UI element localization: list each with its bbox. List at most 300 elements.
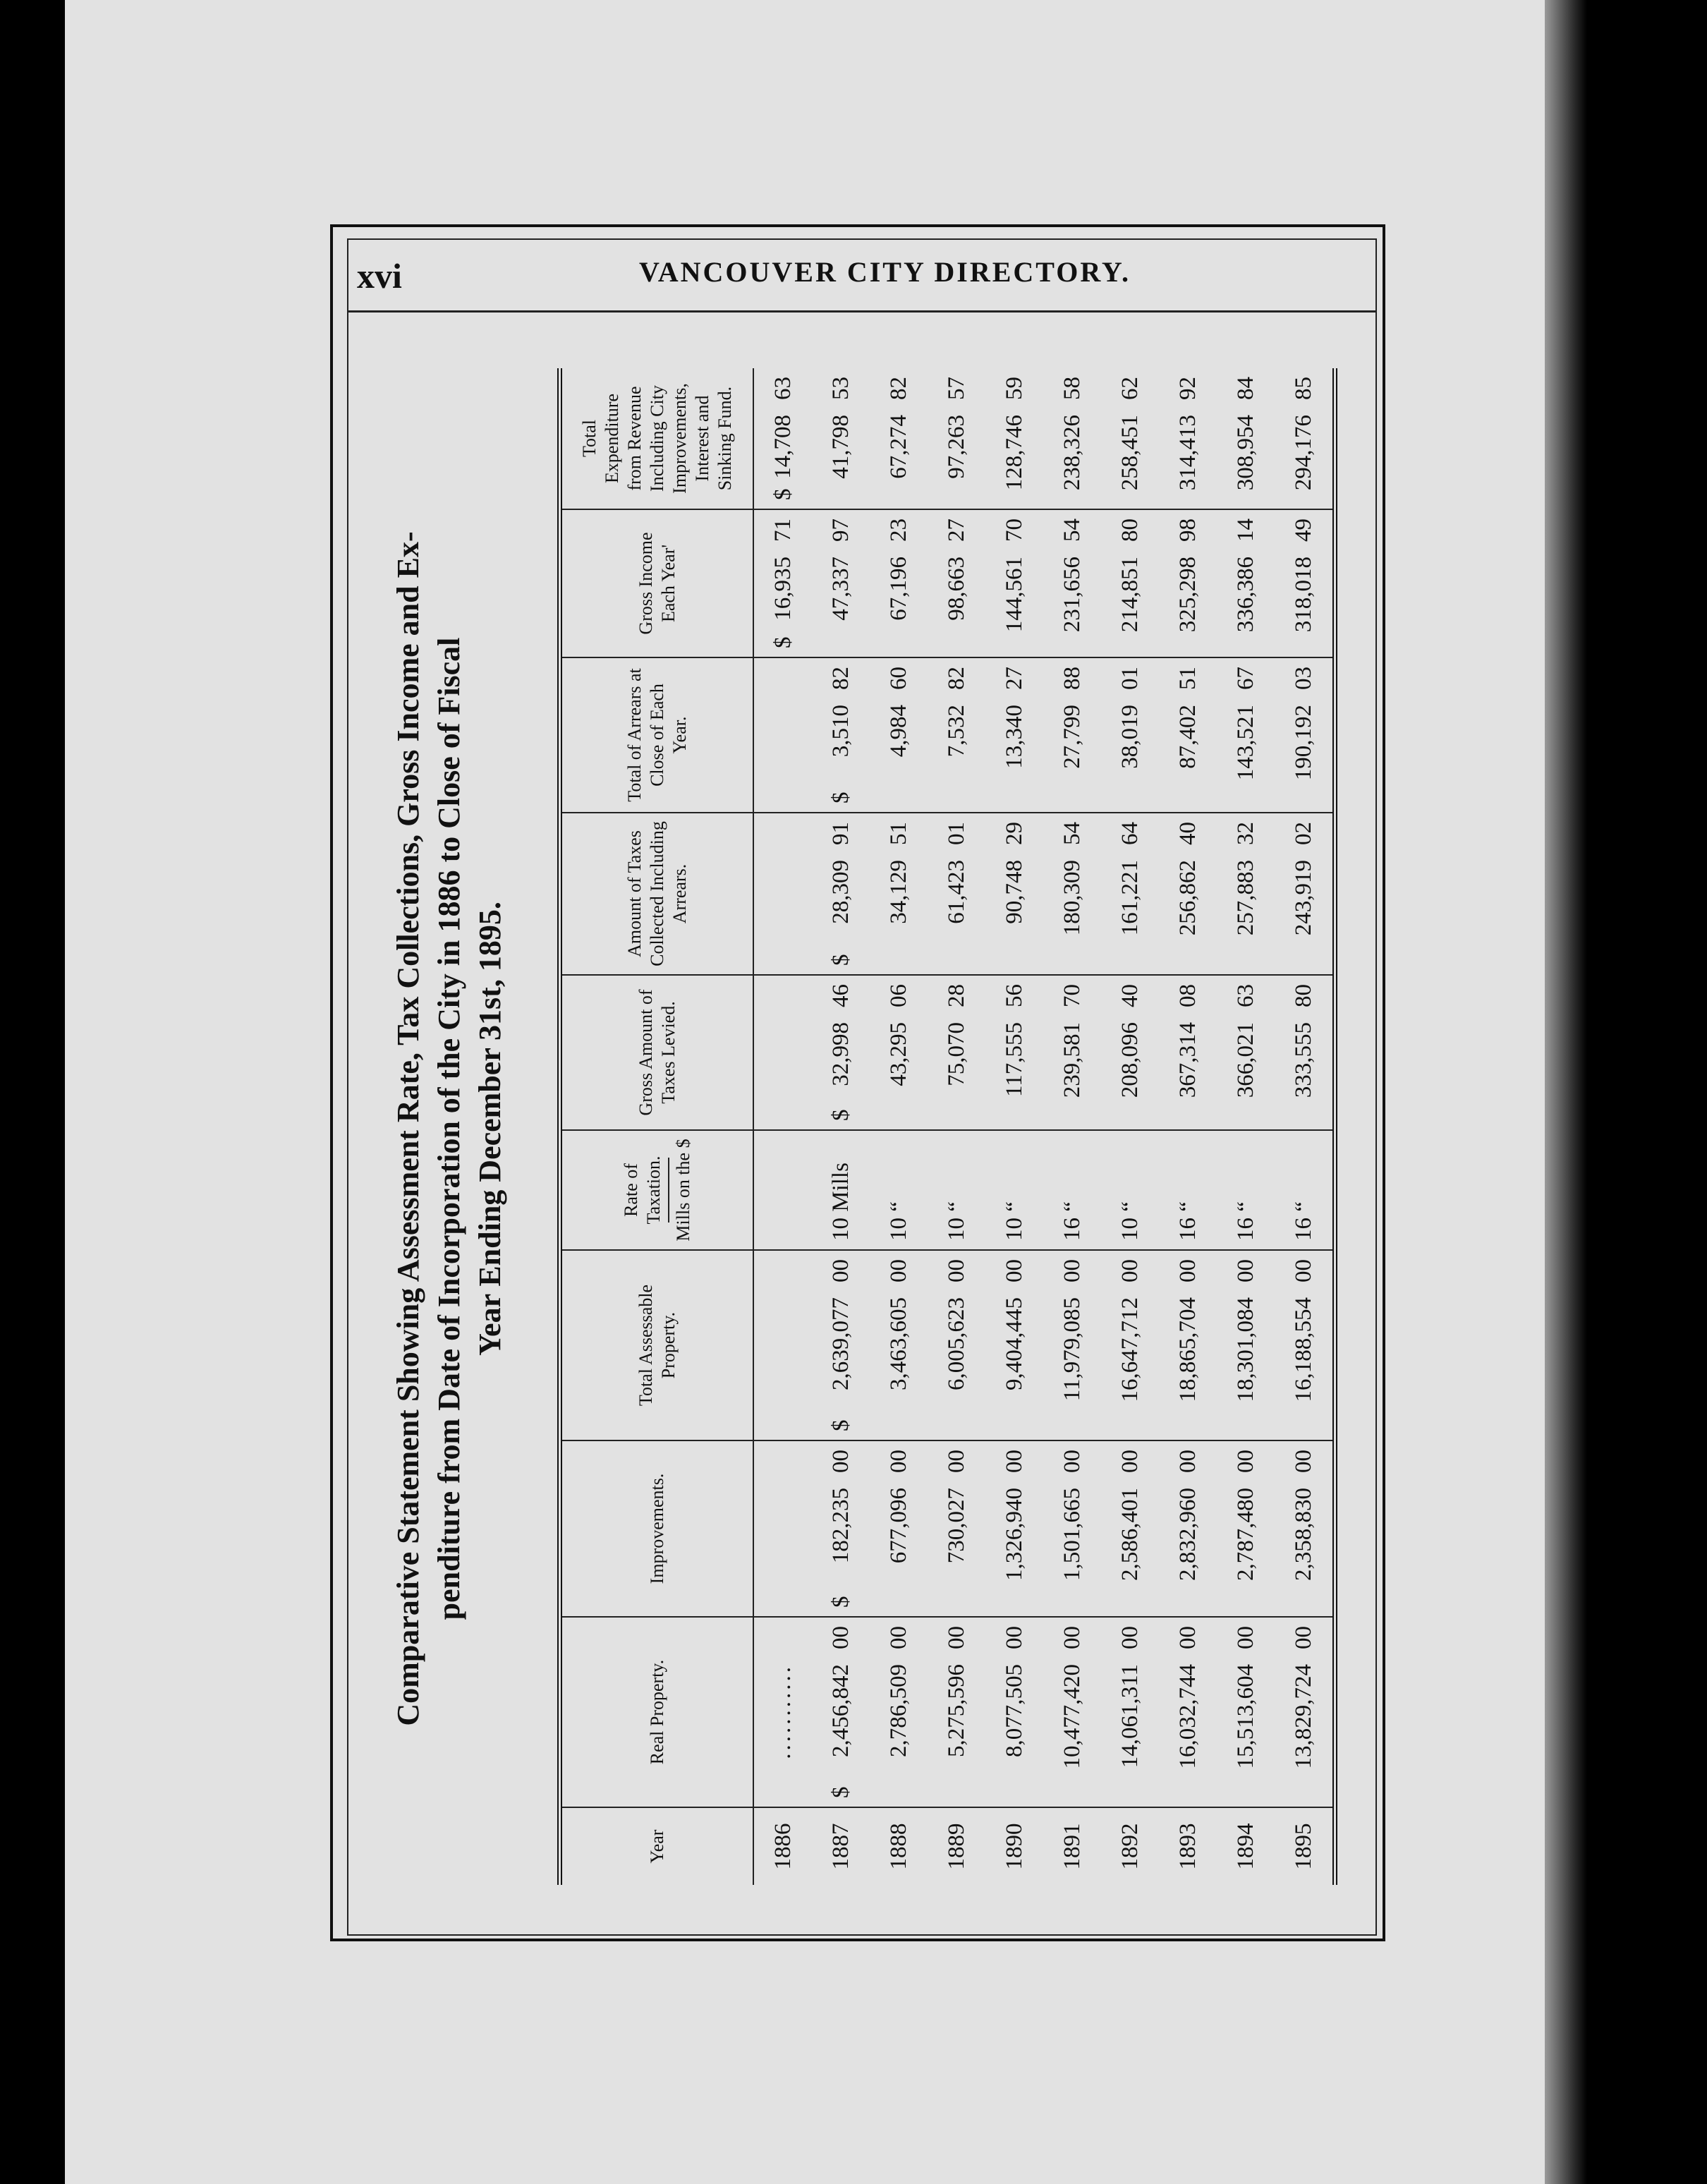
taxes-collected-cell xyxy=(928,813,985,975)
year-cell xyxy=(870,1807,928,1885)
gross-amount-cents: 40 xyxy=(1117,984,1143,1007)
running-title: VANCOUVER CITY DIRECTORY. xyxy=(639,256,1131,288)
improvements-cell xyxy=(1043,1440,1101,1617)
statistics-table xyxy=(562,368,1332,1885)
gross-amount-cell xyxy=(1217,975,1275,1130)
improvements-cell xyxy=(753,1440,812,1617)
year-value: 1893 xyxy=(1174,1823,1201,1870)
rate-value: 16 xyxy=(1232,1218,1258,1241)
gross-income-value: 144,561 xyxy=(1001,557,1027,633)
table-row xyxy=(928,368,985,1885)
year-cell xyxy=(1217,1807,1275,1885)
real-property-dots: ........... xyxy=(770,1664,796,1759)
gross-amount-cell xyxy=(812,975,870,1130)
year-cell xyxy=(928,1807,985,1885)
expenditure-value: 67,274 xyxy=(885,415,911,479)
real-property-cell xyxy=(1101,1617,1159,1807)
total-assessable-cell xyxy=(1101,1250,1159,1440)
real-property-value: 13,829,724 xyxy=(1290,1664,1316,1769)
arrears-value: 4,984 xyxy=(885,705,911,758)
year-value: 1894 xyxy=(1232,1823,1258,1870)
real-property-cents: 00 xyxy=(1290,1626,1316,1649)
taxes-collected-cents: 02 xyxy=(1290,822,1316,845)
gross-amount-value: 333,555 xyxy=(1290,1022,1316,1098)
total-assessable-cell xyxy=(1043,1250,1101,1440)
arrears-cents: 82 xyxy=(827,667,854,690)
improvements-value: 182,235 xyxy=(827,1488,854,1564)
real-property-cents: 00 xyxy=(1174,1626,1201,1649)
gross-amount-cents: 63 xyxy=(1232,984,1258,1007)
taxes-collected-value: 243,919 xyxy=(1290,860,1316,936)
year-cell xyxy=(1043,1807,1101,1885)
gross-income-value: 325,298 xyxy=(1174,557,1201,633)
gross-income-cents: 49 xyxy=(1290,518,1316,542)
total-assessable-cell xyxy=(928,1250,985,1440)
total-assessable-cents: 00 xyxy=(1059,1259,1085,1282)
gross-amount-cell xyxy=(1101,975,1159,1130)
real-property-cents: 00 xyxy=(885,1626,911,1649)
real-property-cents: 00 xyxy=(943,1626,969,1649)
taxes-collected-cell xyxy=(1275,813,1332,975)
taxes-collected-cell xyxy=(753,813,812,975)
real-property-cell xyxy=(753,1617,812,1807)
arrears-cell xyxy=(870,657,928,813)
gross-income-value: 336,386 xyxy=(1232,557,1258,633)
rate-unit: “ xyxy=(943,1201,969,1212)
total-assessable-currency: $ xyxy=(827,1419,854,1431)
gross-income-value: 214,851 xyxy=(1117,557,1143,633)
total-assessable-value: 16,188,554 xyxy=(1290,1297,1316,1402)
gross-amount-cell xyxy=(1275,975,1332,1130)
gross-income-cents: 97 xyxy=(827,518,854,542)
total-assessable-cell xyxy=(870,1250,928,1440)
year-cell xyxy=(1101,1807,1159,1885)
improvements-value: 2,586,401 xyxy=(1117,1488,1143,1581)
arrears-cell xyxy=(1043,657,1101,813)
gross-income-value: 16,935 xyxy=(770,557,796,621)
table-row xyxy=(870,368,928,1885)
year-cell xyxy=(753,1807,812,1885)
statistics-table-wrapper xyxy=(557,368,1337,1885)
table-row xyxy=(1101,368,1159,1885)
taxes-collected-value: 28,309 xyxy=(827,860,854,924)
expenditure-value: 14,708 xyxy=(770,415,796,479)
total-assessable-value: 18,301,084 xyxy=(1232,1297,1258,1402)
rate-unit: “ xyxy=(1174,1201,1201,1212)
real-property-cell xyxy=(812,1617,870,1807)
taxes-collected-cell xyxy=(1043,813,1101,975)
improvements-cell xyxy=(1101,1440,1159,1617)
real-property-currency: $ xyxy=(827,1786,854,1798)
real-property-value: 10,477,420 xyxy=(1059,1664,1085,1769)
taxes-collected-cell xyxy=(1101,813,1159,975)
improvements-cents: 00 xyxy=(1117,1450,1143,1473)
expenditure-value: 238,326 xyxy=(1059,415,1085,491)
arrears-cell xyxy=(753,657,812,813)
year-value: 1890 xyxy=(1001,1823,1027,1870)
table-row xyxy=(1217,368,1275,1885)
gross-amount-value: 367,314 xyxy=(1174,1022,1201,1098)
expenditure-cents: 58 xyxy=(1059,377,1085,400)
arrears-value: 13,340 xyxy=(1001,705,1027,769)
improvements-value: 2,832,960 xyxy=(1174,1488,1201,1581)
improvements-currency: $ xyxy=(827,1596,854,1608)
table-row xyxy=(1159,368,1217,1885)
rate-unit: “ xyxy=(1059,1201,1085,1212)
real-property-value: 16,032,744 xyxy=(1174,1664,1201,1769)
improvements-cell xyxy=(1159,1440,1217,1617)
table-title-line-1: Comparative Statement Showing Assessment Rate, Tax Collections, Gross Income and Ex- xyxy=(391,531,425,1726)
header-total-assessable: Total Assessable Property. xyxy=(562,1250,753,1440)
header-improvements: Improvements. xyxy=(562,1440,753,1617)
total-assessable-cents: 00 xyxy=(1232,1259,1258,1282)
improvements-cents: 00 xyxy=(885,1450,911,1473)
gross-amount-value: 43,295 xyxy=(885,1022,911,1086)
expenditure-cents: 59 xyxy=(1001,377,1027,400)
total-assessable-cents: 00 xyxy=(943,1259,969,1282)
year-value: 1888 xyxy=(885,1823,911,1870)
expenditure-value: 97,263 xyxy=(943,415,969,479)
real-property-cell xyxy=(1043,1617,1101,1807)
total-assessable-cell xyxy=(1217,1250,1275,1440)
header-arrears: Total of Arrears at Close of Each Year. xyxy=(562,657,753,813)
gross-income-value: 98,663 xyxy=(943,557,969,621)
improvements-cents: 00 xyxy=(1174,1450,1201,1473)
year-value: 1889 xyxy=(943,1823,969,1870)
rate-unit: “ xyxy=(1232,1201,1258,1212)
rate-cell xyxy=(985,1130,1043,1250)
gross-amount-cents: 06 xyxy=(885,984,911,1007)
gross-amount-cell xyxy=(1043,975,1101,1130)
table-row xyxy=(985,368,1043,1885)
taxes-collected-cents: 54 xyxy=(1059,822,1085,845)
expenditure-cell xyxy=(1217,368,1275,509)
gross-amount-value: 75,070 xyxy=(943,1022,969,1086)
gross-income-cell xyxy=(812,509,870,657)
expenditure-cents: 62 xyxy=(1117,377,1143,400)
gross-amount-cell xyxy=(985,975,1043,1130)
gross-amount-cell xyxy=(928,975,985,1130)
total-assessable-cents: 00 xyxy=(1117,1259,1143,1282)
improvements-value: 1,326,940 xyxy=(1001,1488,1027,1581)
real-property-cell xyxy=(1275,1617,1332,1807)
rate-unit: Mills xyxy=(827,1163,854,1212)
gross-income-cents: 98 xyxy=(1174,518,1201,542)
real-property-value: 8,077,505 xyxy=(1001,1664,1027,1757)
expenditure-cell xyxy=(928,368,985,509)
taxes-collected-cell xyxy=(1159,813,1217,975)
expenditure-value: 294,176 xyxy=(1290,415,1316,491)
improvements-value: 2,787,480 xyxy=(1232,1488,1258,1581)
gross-income-cell xyxy=(1217,509,1275,657)
gross-amount-cents: 80 xyxy=(1290,984,1316,1007)
gross-income-cell xyxy=(1159,509,1217,657)
total-assessable-value: 9,404,445 xyxy=(1001,1297,1027,1390)
table-title-line-2: penditure from Date of Incorporation of the City in 1886 to Close of Fiscal xyxy=(432,637,466,1620)
rate-value: 10 xyxy=(943,1218,969,1241)
rate-unit: “ xyxy=(1001,1201,1027,1212)
expenditure-value: 258,451 xyxy=(1117,415,1143,491)
arrears-cell xyxy=(1275,657,1332,813)
real-property-cell xyxy=(870,1617,928,1807)
improvements-cents: 00 xyxy=(1059,1450,1085,1473)
gross-income-value: 318,018 xyxy=(1290,557,1316,633)
taxes-collected-cents: 01 xyxy=(943,822,969,845)
expenditure-value: 128,746 xyxy=(1001,415,1027,491)
taxes-collected-cents: 32 xyxy=(1232,822,1258,845)
expenditure-value: 308,954 xyxy=(1232,415,1258,491)
expenditure-cents: 82 xyxy=(885,377,911,400)
year-cell xyxy=(1159,1807,1217,1885)
year-cell xyxy=(812,1807,870,1885)
rate-cell xyxy=(870,1130,928,1250)
gross-income-value: 67,196 xyxy=(885,557,911,621)
arrears-value: 3,510 xyxy=(827,705,854,758)
header-year: Year xyxy=(562,1807,753,1885)
header-rate-divider xyxy=(668,1158,669,1222)
table-title-line-3: Year Ending December 31st, 1895. xyxy=(473,902,507,1356)
expenditure-cell xyxy=(1159,368,1217,509)
rate-value: 10 xyxy=(885,1218,911,1241)
real-property-value: 5,275,596 xyxy=(943,1664,969,1757)
rate-cell xyxy=(1101,1130,1159,1250)
arrears-cents: 82 xyxy=(943,667,969,690)
improvements-cell xyxy=(928,1440,985,1617)
improvements-cell xyxy=(1217,1440,1275,1617)
gross-amount-value: 208,096 xyxy=(1117,1022,1143,1098)
year-value: 1895 xyxy=(1290,1823,1316,1870)
table-row xyxy=(812,368,870,1885)
rate-cell xyxy=(928,1130,985,1250)
expenditure-cell xyxy=(985,368,1043,509)
gross-amount-value: 239,581 xyxy=(1059,1022,1085,1098)
rate-cell xyxy=(1275,1130,1332,1250)
rate-value: 16 xyxy=(1290,1218,1316,1241)
taxes-collected-value: 34,129 xyxy=(885,860,911,924)
real-property-cents: 00 xyxy=(1001,1626,1027,1649)
total-assessable-value: 3,463,605 xyxy=(885,1297,911,1390)
arrears-cents: 51 xyxy=(1174,667,1201,690)
improvements-value: 730,027 xyxy=(943,1488,969,1564)
total-assessable-value: 2,639,077 xyxy=(827,1297,854,1390)
gross-income-currency: $ xyxy=(770,636,796,648)
arrears-value: 7,532 xyxy=(943,705,969,758)
total-assessable-value: 16,647,712 xyxy=(1117,1297,1143,1402)
real-property-cell xyxy=(928,1617,985,1807)
expenditure-value: 314,413 xyxy=(1174,415,1201,491)
gross-income-value: 231,656 xyxy=(1059,557,1085,633)
header-rate-top: Rate of Taxation. xyxy=(621,1155,664,1225)
real-property-cents: 00 xyxy=(1059,1626,1085,1649)
taxes-collected-cell xyxy=(870,813,928,975)
rate-cell xyxy=(1217,1130,1275,1250)
year-cell xyxy=(1275,1807,1332,1885)
arrears-cents: 27 xyxy=(1001,667,1027,690)
arrears-value: 190,192 xyxy=(1290,705,1316,781)
gross-amount-value: 32,998 xyxy=(827,1022,854,1086)
year-value: 1886 xyxy=(770,1823,796,1870)
arrears-cents: 88 xyxy=(1059,667,1085,690)
expenditure-cents: 85 xyxy=(1290,377,1316,400)
improvements-value: 677,096 xyxy=(885,1488,911,1564)
arrears-currency: $ xyxy=(827,791,854,803)
total-assessable-value: 18,865,704 xyxy=(1174,1297,1201,1402)
real-property-cents: 00 xyxy=(827,1626,854,1649)
gross-income-cell xyxy=(1275,509,1332,657)
rate-value: 16 xyxy=(1174,1218,1201,1241)
header-gross-amount: Gross Amount of Taxes Levied. xyxy=(562,975,753,1130)
real-property-value: 15,513,604 xyxy=(1232,1664,1258,1769)
arrears-cell xyxy=(985,657,1043,813)
gross-amount-cell xyxy=(870,975,928,1130)
taxes-collected-cents: 91 xyxy=(827,822,854,845)
gross-income-cents: 80 xyxy=(1117,518,1143,542)
arrears-cents: 01 xyxy=(1117,667,1143,690)
taxes-collected-value: 257,883 xyxy=(1232,860,1258,936)
expenditure-cents: 57 xyxy=(943,377,969,400)
taxes-collected-cell xyxy=(1217,813,1275,975)
taxes-collected-cents: 64 xyxy=(1117,822,1143,845)
improvements-cents: 00 xyxy=(1290,1450,1316,1473)
taxes-collected-cents: 40 xyxy=(1174,822,1201,845)
real-property-cents: 00 xyxy=(1117,1626,1143,1649)
arrears-cell xyxy=(928,657,985,813)
header-taxes-collected: Amount of Taxes Collected Including Arrears. xyxy=(562,813,753,975)
total-assessable-cents: 00 xyxy=(1174,1259,1201,1282)
gross-income-cents: 54 xyxy=(1059,518,1085,542)
real-property-value: 14,061,311 xyxy=(1117,1664,1143,1769)
taxes-collected-value: 161,221 xyxy=(1117,860,1143,936)
arrears-cents: 03 xyxy=(1290,667,1316,690)
header-real-property: Real Property. xyxy=(562,1617,753,1807)
taxes-collected-cell xyxy=(985,813,1043,975)
improvements-cents: 00 xyxy=(943,1450,969,1473)
gross-income-cell xyxy=(1043,509,1101,657)
table-row xyxy=(1275,368,1332,1885)
gross-income-cents: 14 xyxy=(1232,518,1258,542)
taxes-collected-cents: 51 xyxy=(885,822,911,845)
rotated-table-block xyxy=(388,353,1333,1905)
gross-income-cents: 23 xyxy=(885,518,911,542)
year-value: 1887 xyxy=(827,1823,854,1870)
expenditure-cell xyxy=(753,368,812,509)
gross-amount-cents: 46 xyxy=(827,984,854,1007)
rate-cell xyxy=(1043,1130,1101,1250)
rate-cell xyxy=(753,1130,812,1250)
gross-income-cell xyxy=(870,509,928,657)
taxes-collected-value: 256,862 xyxy=(1174,860,1201,936)
rate-cell xyxy=(812,1130,870,1250)
real-property-cents: 00 xyxy=(1232,1626,1258,1649)
real-property-cell xyxy=(1159,1617,1217,1807)
expenditure-cell xyxy=(812,368,870,509)
gross-amount-cents: 70 xyxy=(1059,984,1085,1007)
taxes-collected-currency: $ xyxy=(827,954,854,966)
rate-value: 10 xyxy=(1117,1218,1143,1241)
improvements-value: 2,358,830 xyxy=(1290,1488,1316,1581)
rate-unit: “ xyxy=(1117,1201,1143,1212)
gross-amount-value: 117,555 xyxy=(1001,1022,1027,1098)
real-property-cell xyxy=(1217,1617,1275,1807)
taxes-collected-value: 180,309 xyxy=(1059,860,1085,936)
improvements-cents: 00 xyxy=(1232,1450,1258,1473)
year-cell xyxy=(985,1807,1043,1885)
expenditure-value: 41,798 xyxy=(827,415,854,479)
total-assessable-cents: 00 xyxy=(827,1259,854,1282)
arrears-cell xyxy=(812,657,870,813)
expenditure-cell xyxy=(1275,368,1332,509)
real-property-cell xyxy=(985,1617,1043,1807)
gross-amount-cell xyxy=(1159,975,1217,1130)
header-rate xyxy=(562,1130,753,1250)
table-title xyxy=(388,353,511,1905)
real-property-value: 2,786,509 xyxy=(885,1664,911,1757)
rate-value: 10 xyxy=(827,1218,854,1241)
gross-income-cell xyxy=(985,509,1043,657)
gross-amount-cents: 28 xyxy=(943,984,969,1007)
rate-value: 16 xyxy=(1059,1218,1085,1241)
improvements-cents: 00 xyxy=(827,1450,854,1473)
expenditure-currency: $ xyxy=(770,488,796,500)
rate-value: 10 xyxy=(1001,1218,1027,1241)
rate-cell xyxy=(1159,1130,1217,1250)
gross-amount-cents: 56 xyxy=(1001,984,1027,1007)
total-assessable-cents: 00 xyxy=(885,1259,911,1282)
taxes-collected-value: 90,748 xyxy=(1001,860,1027,924)
total-assessable-cell xyxy=(985,1250,1043,1440)
arrears-cell xyxy=(1159,657,1217,813)
arrears-value: 27,799 xyxy=(1059,705,1085,769)
arrears-cell xyxy=(1101,657,1159,813)
page-edge-shadow xyxy=(1545,0,1587,2184)
year-value: 1892 xyxy=(1117,1823,1143,1870)
table-row xyxy=(1043,368,1101,1885)
gross-amount-currency: $ xyxy=(827,1109,854,1121)
improvements-cell xyxy=(870,1440,928,1617)
arrears-cents: 67 xyxy=(1232,667,1258,690)
total-assessable-cell xyxy=(753,1250,812,1440)
arrears-value: 87,402 xyxy=(1174,705,1201,769)
table-row xyxy=(753,368,812,1885)
arrears-cents: 60 xyxy=(885,667,911,690)
total-assessable-value: 11,979,085 xyxy=(1059,1297,1085,1402)
header-rate-bottom: Mills on the $ xyxy=(673,1139,693,1242)
header-gross-income: Gross Income Each Year' xyxy=(562,509,753,657)
year-value: 1891 xyxy=(1059,1823,1085,1870)
taxes-collected-value: 61,423 xyxy=(943,860,969,924)
gross-income-cents: 70 xyxy=(1001,518,1027,542)
expenditure-cell xyxy=(1101,368,1159,509)
page-number: xvi xyxy=(357,256,402,296)
expenditure-cents: 53 xyxy=(827,377,854,400)
expenditure-cell xyxy=(870,368,928,509)
header-expenditure: Total Expenditure from Revenue Including City Improvements, Interest and Sinking Fund. xyxy=(562,368,753,509)
header-rule xyxy=(347,310,1377,313)
total-assessable-value: 6,005,623 xyxy=(943,1297,969,1390)
expenditure-cents: 63 xyxy=(770,377,796,400)
total-assessable-cell xyxy=(1275,1250,1332,1440)
gross-income-cell xyxy=(928,509,985,657)
gross-income-value: 47,337 xyxy=(827,557,854,621)
total-assessable-cell xyxy=(1159,1250,1217,1440)
improvements-value: 1,501,665 xyxy=(1059,1488,1085,1581)
expenditure-cents: 84 xyxy=(1232,377,1258,400)
gross-amount-value: 366,021 xyxy=(1232,1022,1258,1098)
improvements-cents: 00 xyxy=(1001,1450,1027,1473)
taxes-collected-cell xyxy=(812,813,870,975)
total-assessable-cell xyxy=(812,1250,870,1440)
table-body xyxy=(753,368,1332,1885)
